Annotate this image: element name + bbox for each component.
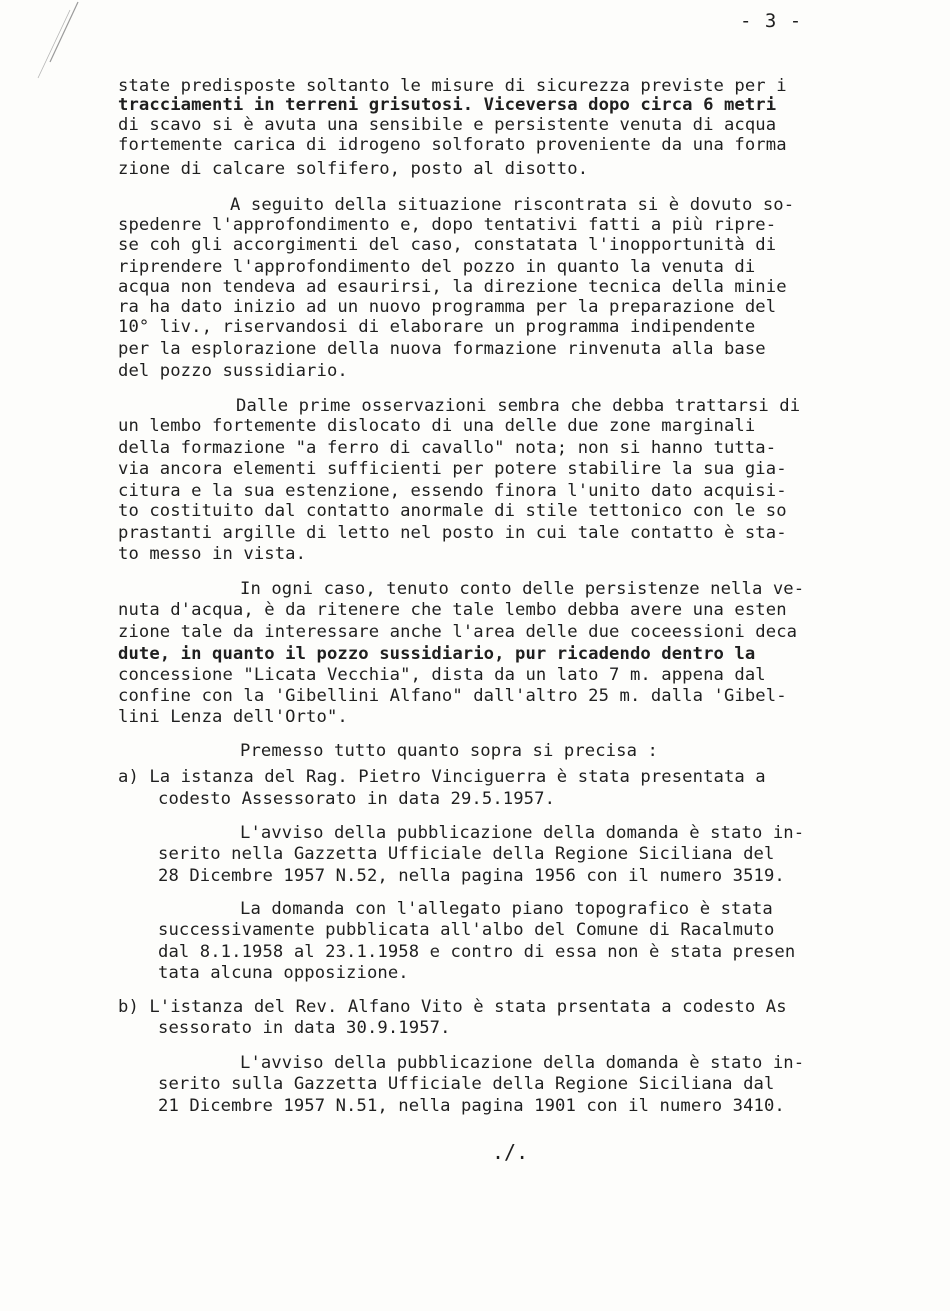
text-line: fortemente carica di idrogeno solforato proveniente da una forma <box>118 135 787 155</box>
text-line: Premesso tutto quanto sopra si precisa : <box>240 741 658 761</box>
text-line: lini Lenza dell'Orto". <box>118 707 348 727</box>
text-line: La domanda con l'allegato piano topografico è stata <box>240 899 773 919</box>
page-number: - 3 - <box>740 10 803 32</box>
text-line: dute, in quanto il pozzo sussidiario, pur ricadendo dentro la <box>118 644 756 664</box>
text-line: state predisposte soltanto le misure di sicurezza previste per i <box>118 76 787 96</box>
text-line: dal 8.1.1958 al 23.1.1958 e contro di essa non è stata presen <box>158 942 796 962</box>
text-line: serito nella Gazzetta Ufficiale della Regione Siciliana del <box>158 844 775 864</box>
text-line: prastanti argille di letto nel posto in cui tale contatto è sta- <box>118 523 787 543</box>
margin-pencil-mark <box>30 0 90 80</box>
text-line: nuta d'acqua, è da ritenere che tale lembo debba avere una esten <box>118 600 787 620</box>
text-line: 28 Dicembre 1957 N.52, nella pagina 1956 con il numero 3519. <box>158 866 785 886</box>
text-line: citura e la sua estenzione, essendo finora l'unito dato acquisi- <box>118 481 787 501</box>
text-line: del pozzo sussidiario. <box>118 361 348 381</box>
text-line: to costituito dal contatto anormale di stile tettonico con le so <box>118 501 787 521</box>
text-line: concessione "Licata Vecchia", dista da un lato 7 m. appena dal <box>118 665 766 685</box>
text-line: tata alcuna opposizione. <box>158 963 409 983</box>
text-line: codesto Assessorato in data 29.5.1957. <box>158 789 556 809</box>
text-line: sessorato in data 30.9.1957. <box>158 1018 451 1038</box>
text-line: 10° liv., riservandosi di elaborare un programma indipendente <box>118 317 756 337</box>
text-line: In ogni caso, tenuto conto delle persistenze nella ve- <box>240 579 805 599</box>
text-line: della formazione "a ferro di cavallo" nota; non si hanno tutta- <box>118 438 777 458</box>
text-line: L'avviso della pubblicazione della domanda è stato in- <box>240 823 805 843</box>
text-line: b) L'istanza del Rev. Alfano Vito è stata prsentata a codesto As <box>118 997 787 1017</box>
text-line: to messo in vista. <box>118 544 307 564</box>
text-line: se coh gli accorgimenti del caso, constatata l'inopportunità di <box>118 235 777 255</box>
text-line: zione di calcare solfifero, posto al disotto. <box>118 159 589 179</box>
text-line: a) La istanza del Rag. Pietro Vinciguerra è stata presentata a <box>118 767 766 787</box>
text-line: spedenre l'approfondimento e, dopo tentativi fatti a più ripre- <box>118 215 777 235</box>
text-line: tracciamenti in terreni grisutosi. Viceversa dopo circa 6 metri <box>118 95 777 115</box>
text-line: di scavo si è avuta una sensibile e persistente venuta di acqua <box>118 115 777 135</box>
text-line: acqua non tendeva ad esaurirsi, la direzione tecnica della minie <box>118 277 787 297</box>
text-line: L'avviso della pubblicazione della domanda è stato in- <box>240 1053 805 1073</box>
text-line: un lembo fortemente dislocato di una delle due zone marginali <box>118 416 756 436</box>
text-line: successivamente pubblicata all'albo del Comune di Racalmuto <box>158 920 775 940</box>
text-line: per la esplorazione della nuova formazione rinvenuta alla base <box>118 339 766 359</box>
text-line: A seguito della situazione riscontrata si è dovuto so- <box>230 195 795 215</box>
text-line: riprendere l'approfondimento del pozzo in quanto la venuta di <box>118 257 756 277</box>
text-line: Dalle prime osservazioni sembra che debba trattarsi di <box>236 396 801 416</box>
text-line: ra ha dato inizio ad un nuovo programma per la preparazione del <box>118 297 777 317</box>
text-line: confine con la 'Gibellini Alfano" dall'altro 25 m. dalla 'Gibel- <box>118 686 787 706</box>
continuation-mark: ./. <box>492 1140 529 1164</box>
text-line: zione tale da interessare anche l'area delle due coceessioni deca <box>118 622 798 642</box>
text-line: 21 Dicembre 1957 N.51, nella pagina 1901 con il numero 3410. <box>158 1096 785 1116</box>
text-line: via ancora elementi sufficienti per potere stabilire la sua gia- <box>118 459 787 479</box>
text-line: serito sulla Gazzetta Ufficiale della Regione Siciliana dal <box>158 1074 775 1094</box>
